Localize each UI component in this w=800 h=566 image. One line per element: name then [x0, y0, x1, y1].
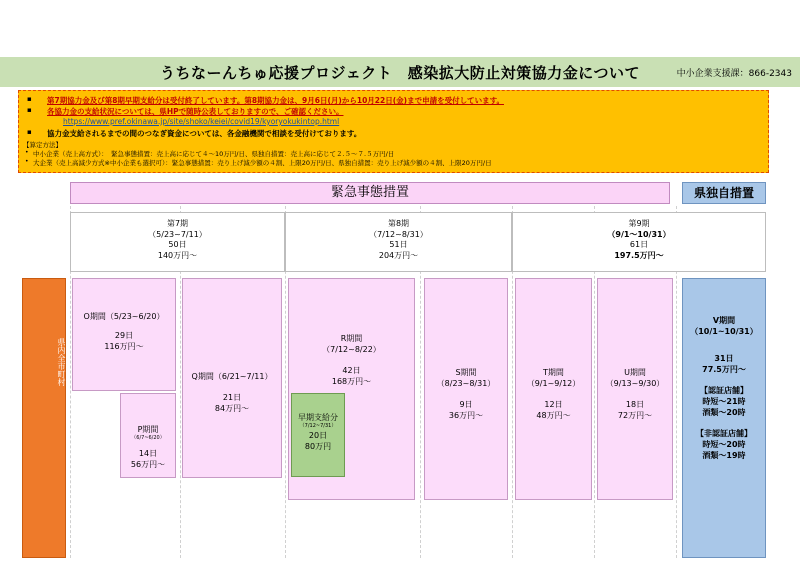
period-q: [182, 278, 282, 478]
period-early-payment: [291, 393, 345, 477]
calc-title: 【算定方法】: [23, 141, 62, 149]
period-u: [597, 278, 673, 500]
period-name: P期間: [137, 425, 159, 434]
stage-range: （5/23~7/11）: [148, 229, 207, 239]
period-o: [72, 278, 176, 391]
stage-days: 61日: [629, 240, 649, 249]
stage-days: 50日: [168, 240, 187, 249]
period-amount: 56万円～: [130, 460, 166, 469]
stage-days: 51日: [389, 240, 408, 249]
period-amount: 116万円～: [104, 342, 144, 351]
noncertified-stores-title: 【非認証店舗】: [696, 429, 752, 438]
period-amount: 36万円～: [448, 411, 484, 420]
stage-amount: 140万円～: [157, 250, 198, 260]
calc-line-2: 大企業（売上高減少方式※中小企業も選択可）：緊急事態措置：売り上げ減少額の４割、上限20万円/日、県独自措置：売り上げ減少額の４割、上限20万円/日: [33, 159, 492, 167]
notice-line-1: 第7期協力金及び第8期早期支給分は受付終了しています。第8期協力金は、9月6日(月)から10月22日(金)まで申請を受付しています。: [47, 96, 504, 105]
certified-alcohol: 酒類～20時: [702, 408, 746, 417]
calc-line-1: 中小企業（売上高方式）： 緊急事態措置：売上高に応じて４～10万円/日、県独自措置：売上高に応じて２.５～７.５万円/日: [33, 150, 395, 158]
period-name: V期間: [712, 316, 736, 325]
period-name: S期間: [455, 368, 477, 377]
period-days: 12日: [544, 400, 563, 409]
period-range: （6/7~6/20）: [131, 435, 165, 441]
stage-amount: 204万円～: [378, 250, 419, 260]
stage-name: 第8期: [387, 219, 410, 228]
period-range: （9/13~9/30）: [605, 379, 665, 388]
emergency-measures-header: 緊急事態措置: [70, 182, 670, 204]
period-days: 20日: [308, 431, 328, 440]
period-name: R期間: [340, 334, 363, 343]
noncertified-alcohol: 酒類～19時: [702, 451, 746, 460]
stage-9: [512, 212, 766, 272]
page-title: うちなーんちゅ応援プロジェクト 感染拡大防止対策協力金について: [160, 64, 640, 82]
period-name: 早期支給分: [298, 413, 338, 422]
noncertified-hours: 時短～20時: [702, 440, 746, 449]
certified-stores-title: 【認証店舗】: [700, 386, 748, 395]
stage-name: 第9期: [628, 219, 650, 228]
bullet-icon: ▪: [27, 95, 32, 103]
period-days: 31日: [714, 354, 734, 363]
period-amount: 48万円～: [536, 411, 571, 420]
period-t: [515, 278, 592, 500]
stage-7: [70, 212, 285, 272]
bullet-icon: •: [25, 158, 29, 165]
bullet-icon: ▪: [27, 128, 32, 136]
stage-name: 第7期: [166, 219, 189, 228]
prefecture-measures-header: 県独自措置: [682, 182, 766, 204]
stage-8: [285, 212, 512, 272]
period-name: U期間: [624, 368, 646, 377]
period-range: （7/12~7/31）: [299, 423, 337, 429]
region-sidebar: [22, 278, 66, 558]
bullet-icon: ▪: [27, 106, 32, 114]
notice-line-3: 協力金支給されるまでの間のつなぎ資金については、各金融機関で相談を受付けております。: [47, 129, 362, 138]
stage-range: （7/12~8/31）: [369, 229, 428, 239]
period-range: （7/12~8/22）: [322, 345, 381, 354]
notice-box: [18, 90, 769, 173]
region-label: 県内全市町村: [57, 338, 66, 386]
bullet-icon: •: [25, 149, 29, 156]
notice-line-2: 各協力金の支給状況については、県HPで随時公表しておりますので、ご確認ください。: [47, 107, 344, 116]
period-p: [120, 393, 176, 478]
stage-range: （9/1～10/31）: [607, 229, 671, 239]
period-days: 9日: [459, 400, 473, 409]
period-days: 42日: [342, 366, 361, 375]
period-days: 18日: [625, 400, 645, 409]
period-amount: 84万円～: [214, 404, 250, 413]
period-days: 21日: [222, 393, 242, 402]
period-amount: 72万円～: [617, 411, 653, 420]
period-v: [682, 278, 766, 558]
period-range: （10/1~10/31）: [690, 327, 758, 336]
period-days: 14日: [138, 449, 158, 458]
period-days: 29日: [114, 331, 134, 340]
period-amount: 77.5万円～: [702, 365, 746, 374]
period-s: [424, 278, 508, 500]
contact-info: 中小企業支援課：866-2343: [676, 69, 792, 79]
period-range: （8/23~8/31）: [436, 379, 496, 388]
notice-url-link[interactable]: https://www.pref.okinawa.jp/site/shoko/keiei/covid19/kyoryokukintop.html: [63, 117, 340, 126]
period-name: Q期間（6/21~7/11）: [191, 372, 273, 381]
certified-hours: 時短～21時: [702, 397, 746, 406]
period-range: （9/1~9/12）: [526, 379, 581, 388]
period-amount: 168万円～: [331, 377, 372, 386]
period-name: T期間: [543, 368, 564, 377]
period-amount: 80万円: [304, 442, 332, 451]
period-name: O期間（5/23~6/20）: [83, 312, 165, 321]
stage-amount: 197.5万円～: [614, 250, 664, 260]
